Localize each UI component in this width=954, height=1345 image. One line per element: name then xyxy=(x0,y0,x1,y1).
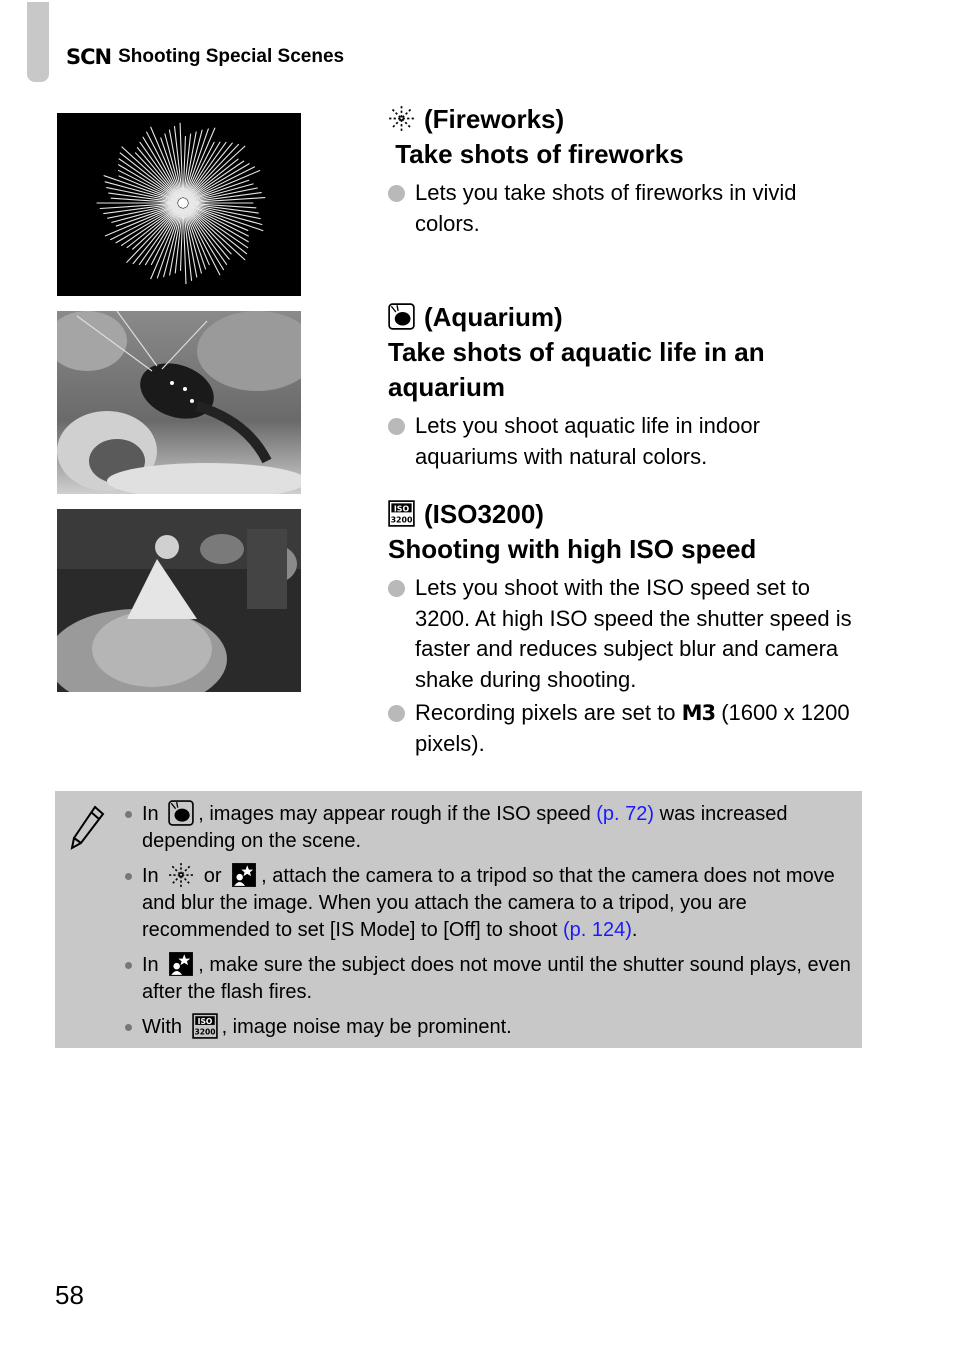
iso3200-heading: Shooting with high ISO speed xyxy=(388,534,757,564)
iso3200-icon xyxy=(388,500,415,527)
fireworks-icon xyxy=(388,105,415,132)
bullet-icon xyxy=(388,580,405,597)
iso3200-icon xyxy=(192,1013,218,1039)
note-list xyxy=(125,800,855,1048)
aquarium-title xyxy=(388,300,858,405)
iso3200-title xyxy=(388,497,858,567)
list-item: With ISO 3200 , image noise may be prominent. xyxy=(125,1013,855,1041)
iso3200-mode: (ISO3200) xyxy=(424,499,544,529)
list-item: Lets you shoot aquatic life in indoor aquariums with natural colors. xyxy=(388,411,858,472)
bullet-icon xyxy=(125,1024,132,1031)
scn-logo: SCN xyxy=(66,45,112,69)
list-item: In or , attach the camera to a tripod so that the camera does not move and blur the image. When you attach the camera to a tripod, you are recommended to set [IS Mode] to [Off] to shoot (p. 124). xyxy=(125,862,855,944)
flamenco-photo xyxy=(57,509,301,692)
bullet-icon xyxy=(125,962,132,969)
svg-text:ISO: ISO xyxy=(197,1016,212,1026)
fireworks-icon xyxy=(168,862,194,888)
list-item: Lets you take shots of fireworks in vivid colors. xyxy=(388,178,858,239)
night-snapshot-icon xyxy=(231,862,257,888)
bullet-icon xyxy=(388,185,405,202)
svg-text:3200: 3200 xyxy=(194,1027,216,1037)
page-link[interactable]: (p. 72) xyxy=(596,803,655,825)
note-box xyxy=(55,791,862,1048)
pencil-icon xyxy=(69,805,105,851)
iso-label: ISO xyxy=(393,504,410,514)
bullet-icon xyxy=(388,418,405,435)
bullet-icon xyxy=(388,705,405,722)
aquarium-photo xyxy=(57,311,301,494)
header-title: Shooting Special Scenes xyxy=(118,46,345,67)
iso3200-section xyxy=(388,497,858,759)
page-link[interactable]: (p. 124) xyxy=(562,919,632,941)
fireworks-section xyxy=(388,102,858,239)
aquarium-heading: Take shots of aquatic life in an aquarium xyxy=(388,337,765,402)
list-item: In , images may appear rough if the ISO speed (p. 72) was increased depending on the scene. xyxy=(125,800,855,855)
list-item: Lets you shoot with the ISO speed set to 3200. At high ISO speed the shutter speed is faster and reduces subject blur and camera shake during shooting. xyxy=(388,573,858,695)
fireworks-heading: Take shots of fireworks xyxy=(388,139,684,169)
bullet-icon xyxy=(125,873,132,880)
aquarium-section xyxy=(388,300,858,472)
bullet-icon xyxy=(125,811,132,818)
page-header xyxy=(66,44,344,70)
fireworks-photo xyxy=(57,113,301,296)
fireworks-mode: (Fireworks) xyxy=(424,104,565,134)
aquarium-icon xyxy=(388,303,415,330)
fireworks-title xyxy=(388,102,858,172)
m3-resolution-icon: M3 xyxy=(681,701,716,725)
list-item: In , make sure the subject does not move until the shutter sound plays, even after the flash fires. xyxy=(125,951,855,1006)
iso-value-label: 3200 xyxy=(390,515,413,525)
page-number: 58 xyxy=(55,1280,84,1310)
list-item: Recording pixels are set to M3 (1600 x 1200 pixels). xyxy=(388,698,858,759)
aquarium-mode: (Aquarium) xyxy=(424,302,563,332)
chapter-tab xyxy=(27,2,49,82)
night-snapshot-icon xyxy=(168,951,194,977)
aquarium-icon xyxy=(168,800,194,826)
